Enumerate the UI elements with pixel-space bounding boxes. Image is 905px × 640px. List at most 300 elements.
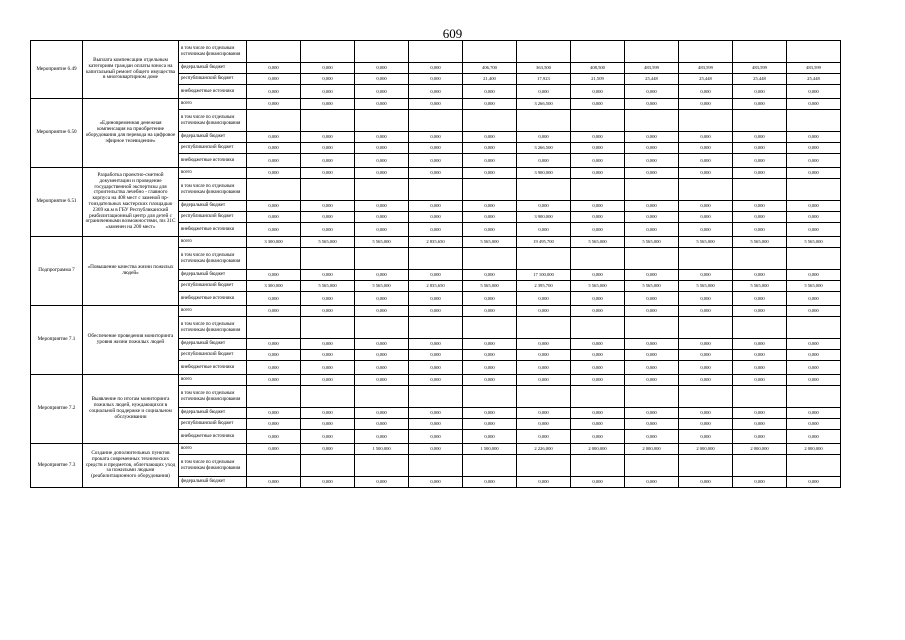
value-cell: 3 900,000 — [517, 168, 571, 179]
value-cell: 0,000 — [571, 270, 625, 281]
value-cell: 0,000 — [625, 419, 679, 430]
value-cell: 0,000 — [409, 212, 463, 223]
value-cell: 5 565,000 — [355, 237, 409, 248]
value-cell: 0,000 — [409, 408, 463, 419]
value-cell: 0,000 — [517, 201, 571, 212]
budget-table — [30, 40, 841, 488]
funding-source-cell: в том числе по отдельным источникам финансирования — [179, 455, 247, 477]
value-cell: 0,000 — [301, 419, 355, 430]
value-cell: 0,000 — [463, 99, 517, 110]
value-cell: 0,000 — [517, 419, 571, 430]
value-cell — [571, 110, 625, 132]
funding-source-cell: всего — [179, 444, 247, 455]
value-cell — [409, 179, 463, 201]
value-cell: 21,400 — [463, 74, 517, 85]
value-cell — [247, 179, 301, 201]
value-cell: 3 266,500 — [517, 143, 571, 154]
value-cell — [625, 179, 679, 201]
value-cell: 0,000 — [409, 375, 463, 386]
value-cell: 0,000 — [571, 201, 625, 212]
funding-source-cell: внебюджетные источники — [179, 430, 247, 444]
program-name-cell: Мероприятие 7.1 — [31, 306, 83, 375]
value-cell: 0,000 — [355, 212, 409, 223]
value-cell: 0,000 — [517, 408, 571, 419]
value-cell: 0,000 — [301, 375, 355, 386]
funding-source-cell: федеральный бюджет — [179, 408, 247, 419]
value-cell — [571, 248, 625, 270]
value-cell — [247, 386, 301, 408]
value-cell: 2 835,650 — [409, 281, 463, 292]
value-cell — [355, 179, 409, 201]
value-cell: 0,000 — [733, 201, 787, 212]
value-cell: 1 500,000 — [463, 444, 517, 455]
value-cell — [733, 248, 787, 270]
funding-source-cell: внебюджетные источники — [179, 85, 247, 99]
page-number: 609 — [442, 26, 463, 41]
value-cell: 0,000 — [571, 212, 625, 223]
value-cell: 0,000 — [787, 350, 841, 361]
value-cell: 0,000 — [625, 223, 679, 237]
value-cell — [733, 455, 787, 477]
table-row — [31, 41, 841, 63]
value-cell: 0,000 — [571, 375, 625, 386]
value-cell — [247, 455, 301, 477]
value-cell: 0,000 — [301, 270, 355, 281]
value-cell: 0,000 — [301, 430, 355, 444]
program-description-cell: «Единовременная денежная компенсация на приобретение оборудования для перевода на цифровое эфирное телевидение» — [83, 99, 179, 168]
value-cell: 0,000 — [787, 132, 841, 143]
value-cell: 5 565,000 — [787, 237, 841, 248]
value-cell: 0,000 — [733, 306, 787, 317]
value-cell — [733, 317, 787, 339]
value-cell: 0,000 — [571, 339, 625, 350]
value-cell: 0,000 — [571, 132, 625, 143]
value-cell: 483,599 — [787, 63, 841, 74]
value-cell: 0,000 — [247, 74, 301, 85]
value-cell: 5 565,000 — [301, 237, 355, 248]
value-cell: 0,000 — [787, 361, 841, 375]
value-cell: 0,000 — [247, 154, 301, 168]
value-cell: 5 565,000 — [301, 281, 355, 292]
value-cell: 0,000 — [679, 375, 733, 386]
value-cell: 0,000 — [625, 361, 679, 375]
value-cell — [787, 110, 841, 132]
value-cell: 3 300,000 — [247, 237, 301, 248]
value-cell: 0,000 — [571, 168, 625, 179]
value-cell: 0,000 — [517, 223, 571, 237]
funding-source-cell: всего — [179, 99, 247, 110]
value-cell: 0,000 — [787, 168, 841, 179]
value-cell — [301, 317, 355, 339]
value-cell: 0,000 — [625, 430, 679, 444]
value-cell — [733, 386, 787, 408]
value-cell — [355, 317, 409, 339]
value-cell: 0,000 — [733, 143, 787, 154]
value-cell: 0,000 — [463, 339, 517, 350]
value-cell — [355, 455, 409, 477]
value-cell: 0,000 — [787, 292, 841, 306]
value-cell: 2 000,000 — [733, 444, 787, 455]
value-cell: 0,000 — [463, 85, 517, 99]
value-cell: 0,000 — [787, 201, 841, 212]
value-cell: 0,000 — [625, 132, 679, 143]
funding-source-cell: внебюджетные источники — [179, 223, 247, 237]
value-cell: 0,000 — [571, 143, 625, 154]
value-cell: 0,000 — [571, 477, 625, 488]
value-cell: 0,000 — [679, 201, 733, 212]
value-cell: 5 565,000 — [463, 281, 517, 292]
funding-source-cell: республиканский бюджет — [179, 281, 247, 292]
value-cell: 0,000 — [787, 212, 841, 223]
value-cell — [571, 317, 625, 339]
value-cell: 0,000 — [463, 132, 517, 143]
funding-source-cell: всего — [179, 168, 247, 179]
value-cell: 0,000 — [679, 339, 733, 350]
value-cell: 0,000 — [247, 85, 301, 99]
value-cell: 0,000 — [571, 223, 625, 237]
value-cell: 0,000 — [301, 408, 355, 419]
table-row — [31, 168, 841, 179]
value-cell: 0,000 — [247, 270, 301, 281]
value-cell: 5 565,000 — [733, 281, 787, 292]
value-cell: 0,000 — [409, 477, 463, 488]
value-cell: 0,000 — [247, 419, 301, 430]
value-cell: 0,000 — [463, 430, 517, 444]
value-cell: 0,000 — [247, 292, 301, 306]
value-cell: 0,000 — [733, 361, 787, 375]
value-cell: 0,000 — [301, 132, 355, 143]
value-cell: 21,509 — [571, 74, 625, 85]
value-cell — [301, 455, 355, 477]
value-cell: 2 000,000 — [571, 444, 625, 455]
value-cell: 0,000 — [679, 99, 733, 110]
value-cell: 0,000 — [301, 201, 355, 212]
value-cell — [787, 41, 841, 63]
value-cell: 483,599 — [733, 63, 787, 74]
value-cell: 0,000 — [409, 292, 463, 306]
value-cell: 0,000 — [409, 143, 463, 154]
value-cell: 0,000 — [409, 85, 463, 99]
value-cell: 0,000 — [301, 292, 355, 306]
value-cell: 0,000 — [517, 292, 571, 306]
value-cell — [355, 386, 409, 408]
value-cell: 0,000 — [625, 270, 679, 281]
value-cell: 0,000 — [463, 361, 517, 375]
value-cell: 2 835,650 — [409, 237, 463, 248]
table-row — [31, 375, 841, 386]
value-cell: 0,000 — [355, 132, 409, 143]
value-cell: 0,000 — [733, 419, 787, 430]
program-description-cell: Разработка проектно-сметной документации и проведение государственной экспертизы для строительства лечебно - главного корпуса на 408 мест с заменой пр-тоиздательных мастерских площадью 2369 кв.м в ГБУ Республиканский реабилитационный центр для детей с ограниченными возможностями, ms 31С «заменен на 200 мест» — [83, 168, 179, 237]
funding-source-cell: всего — [179, 375, 247, 386]
value-cell: 0,000 — [733, 292, 787, 306]
value-cell: 0,000 — [679, 154, 733, 168]
value-cell: 0,000 — [301, 361, 355, 375]
program-name-cell: Подпрограмма 7 — [31, 237, 83, 306]
funding-source-cell: внебюджетные источники — [179, 154, 247, 168]
value-cell: 0,000 — [787, 408, 841, 419]
value-cell: 0,000 — [301, 99, 355, 110]
value-cell: 0,000 — [733, 168, 787, 179]
value-cell: 0,000 — [409, 201, 463, 212]
value-cell — [301, 110, 355, 132]
value-cell — [625, 41, 679, 63]
value-cell: 0,000 — [787, 154, 841, 168]
value-cell: 5 565,000 — [787, 281, 841, 292]
value-cell — [679, 179, 733, 201]
value-cell — [301, 179, 355, 201]
program-description-cell: Создание дополнительных пунктов проката современных технических средств и предметов, облегчающих уход за пожилыми людьми (реабилитационного оборудования) — [83, 444, 179, 488]
value-cell: 0,000 — [409, 99, 463, 110]
value-cell: 0,000 — [517, 361, 571, 375]
value-cell — [301, 248, 355, 270]
program-description-cell: Выплата компенсации отдельным категориям граждан оплаты взноса на капитальный ремонт общего имущества в многоквартирном доме — [83, 41, 179, 99]
value-cell: 0,000 — [733, 375, 787, 386]
value-cell: 0,000 — [247, 408, 301, 419]
program-name-cell: Мероприятие 6.50 — [31, 99, 83, 168]
funding-source-cell: федеральный бюджет — [179, 339, 247, 350]
value-cell: 0,000 — [301, 444, 355, 455]
value-cell: 5 565,000 — [733, 237, 787, 248]
value-cell: 0,000 — [517, 85, 571, 99]
value-cell — [517, 317, 571, 339]
value-cell: 0,000 — [733, 339, 787, 350]
value-cell: 0,000 — [571, 361, 625, 375]
value-cell: 17 100,000 — [517, 270, 571, 281]
funding-source-cell: внебюджетные источники — [179, 292, 247, 306]
value-cell: 0,000 — [301, 168, 355, 179]
value-cell: 25,448 — [625, 74, 679, 85]
funding-source-cell: в том числе по отдельным источникам финансирования — [179, 110, 247, 132]
value-cell: 0,000 — [679, 419, 733, 430]
value-cell — [463, 41, 517, 63]
value-cell — [355, 110, 409, 132]
value-cell: 0,000 — [409, 270, 463, 281]
value-cell — [625, 317, 679, 339]
value-cell: 0,000 — [787, 419, 841, 430]
value-cell — [679, 41, 733, 63]
funding-source-cell: республиканский бюджет — [179, 212, 247, 223]
value-cell: 0,000 — [463, 223, 517, 237]
value-cell — [247, 248, 301, 270]
value-cell: 0,000 — [517, 154, 571, 168]
value-cell: 0,000 — [247, 361, 301, 375]
value-cell: 0,000 — [571, 430, 625, 444]
value-cell: 0,000 — [517, 430, 571, 444]
value-cell — [409, 455, 463, 477]
funding-source-cell: всего — [179, 306, 247, 317]
value-cell — [625, 110, 679, 132]
value-cell: 0,000 — [355, 63, 409, 74]
value-cell: 0,000 — [247, 350, 301, 361]
value-cell: 0,000 — [463, 168, 517, 179]
value-cell: 0,000 — [247, 168, 301, 179]
program-name-cell: Мероприятие 6.49 — [31, 41, 83, 99]
value-cell: 0,000 — [733, 212, 787, 223]
value-cell: 0,000 — [787, 143, 841, 154]
value-cell: 0,000 — [355, 154, 409, 168]
value-cell: 0,000 — [679, 143, 733, 154]
value-cell: 0,000 — [463, 306, 517, 317]
funding-source-cell: федеральный бюджет — [179, 63, 247, 74]
value-cell: 0,000 — [625, 408, 679, 419]
value-cell: 0,000 — [625, 99, 679, 110]
value-cell: 0,000 — [571, 350, 625, 361]
value-cell: 0,000 — [409, 63, 463, 74]
value-cell: 0,000 — [247, 223, 301, 237]
value-cell — [409, 248, 463, 270]
value-cell: 0,000 — [247, 375, 301, 386]
value-cell: 3 900,000 — [517, 212, 571, 223]
value-cell: 0,000 — [463, 201, 517, 212]
value-cell: 0,000 — [463, 143, 517, 154]
value-cell: 0,000 — [625, 154, 679, 168]
value-cell: 1 500,000 — [355, 444, 409, 455]
value-cell: 0,000 — [625, 201, 679, 212]
funding-source-cell: в том числе по отдельным источникам финансирования — [179, 317, 247, 339]
value-cell: 408,500 — [571, 63, 625, 74]
value-cell: 2 000,000 — [625, 444, 679, 455]
program-description-cell: Обеспечение проведения мониторинга уровня жизни пожилых людей — [83, 306, 179, 375]
value-cell: 0,000 — [247, 306, 301, 317]
value-cell: 0,000 — [787, 99, 841, 110]
value-cell: 0,000 — [409, 223, 463, 237]
value-cell: 2 395,700 — [517, 281, 571, 292]
value-cell — [463, 317, 517, 339]
funding-source-cell: в том числе по отдельным источникам финансирования — [179, 386, 247, 408]
value-cell: 5 565,000 — [463, 237, 517, 248]
value-cell: 0,000 — [463, 292, 517, 306]
value-cell: 3 300,000 — [247, 281, 301, 292]
value-cell: 0,000 — [301, 63, 355, 74]
value-cell — [679, 317, 733, 339]
value-cell: 0,000 — [409, 350, 463, 361]
value-cell: 0,000 — [409, 74, 463, 85]
value-cell: 5 565,000 — [625, 281, 679, 292]
value-cell: 0,000 — [571, 419, 625, 430]
value-cell: 0,000 — [355, 168, 409, 179]
value-cell: 0,000 — [247, 477, 301, 488]
program-name-cell: Мероприятие 7.2 — [31, 375, 83, 444]
value-cell: 0,000 — [625, 477, 679, 488]
value-cell: 0,000 — [409, 339, 463, 350]
value-cell — [355, 41, 409, 63]
value-cell: 0,000 — [733, 99, 787, 110]
value-cell — [679, 386, 733, 408]
value-cell: 363,500 — [517, 63, 571, 74]
value-cell: 483,599 — [625, 63, 679, 74]
value-cell: 0,000 — [733, 350, 787, 361]
value-cell: 0,000 — [355, 339, 409, 350]
value-cell — [463, 455, 517, 477]
value-cell: 0,000 — [787, 339, 841, 350]
value-cell — [409, 41, 463, 63]
value-cell: 19 495,700 — [517, 237, 571, 248]
value-cell: 0,000 — [679, 212, 733, 223]
value-cell — [463, 248, 517, 270]
value-cell — [301, 386, 355, 408]
value-cell: 0,000 — [301, 339, 355, 350]
value-cell: 0,000 — [679, 477, 733, 488]
value-cell: 0,000 — [355, 419, 409, 430]
value-cell: 0,000 — [787, 85, 841, 99]
value-cell: 0,000 — [517, 350, 571, 361]
value-cell: 0,000 — [463, 408, 517, 419]
value-cell — [517, 179, 571, 201]
value-cell: 0,000 — [409, 154, 463, 168]
value-cell: 0,000 — [625, 350, 679, 361]
value-cell: 0,000 — [679, 350, 733, 361]
value-cell: 0,000 — [625, 85, 679, 99]
value-cell: 0,000 — [301, 143, 355, 154]
value-cell: 0,000 — [355, 99, 409, 110]
value-cell — [301, 41, 355, 63]
value-cell: 0,000 — [733, 85, 787, 99]
value-cell — [463, 110, 517, 132]
value-cell: 0,000 — [571, 99, 625, 110]
value-cell: 0,000 — [355, 201, 409, 212]
value-cell — [247, 41, 301, 63]
value-cell: 0,000 — [787, 477, 841, 488]
value-cell: 0,000 — [679, 223, 733, 237]
value-cell: 0,000 — [355, 361, 409, 375]
value-cell: 0,000 — [409, 430, 463, 444]
value-cell: 0,000 — [679, 408, 733, 419]
value-cell — [679, 110, 733, 132]
value-cell: 0,000 — [625, 168, 679, 179]
value-cell — [679, 248, 733, 270]
value-cell: 0,000 — [463, 419, 517, 430]
value-cell: 5 565,000 — [679, 237, 733, 248]
value-cell: 0,000 — [571, 85, 625, 99]
value-cell: 0,000 — [517, 477, 571, 488]
value-cell — [733, 179, 787, 201]
value-cell: 0,000 — [355, 85, 409, 99]
value-cell: 2 000,000 — [679, 444, 733, 455]
value-cell — [409, 317, 463, 339]
value-cell: 0,000 — [355, 143, 409, 154]
table-row — [31, 306, 841, 317]
value-cell: 0,000 — [355, 306, 409, 317]
value-cell: 0,000 — [625, 375, 679, 386]
value-cell: 0,000 — [301, 350, 355, 361]
value-cell: 0,000 — [733, 223, 787, 237]
value-cell: 0,000 — [517, 339, 571, 350]
value-cell: 0,000 — [409, 419, 463, 430]
value-cell: 5 565,000 — [571, 281, 625, 292]
value-cell: 0,000 — [247, 143, 301, 154]
value-cell — [571, 455, 625, 477]
value-cell: 0,000 — [463, 212, 517, 223]
value-cell: 0,000 — [355, 430, 409, 444]
value-cell: 0,000 — [733, 408, 787, 419]
value-cell: 0,000 — [733, 132, 787, 143]
funding-source-cell: в том числе по отдельным источникам финансирования — [179, 41, 247, 63]
value-cell: 5 565,000 — [355, 281, 409, 292]
value-cell: 0,000 — [625, 339, 679, 350]
value-cell — [517, 248, 571, 270]
value-cell — [679, 455, 733, 477]
value-cell: 0,000 — [679, 292, 733, 306]
value-cell: 0,000 — [517, 306, 571, 317]
value-cell: 0,000 — [463, 375, 517, 386]
value-cell: 0,000 — [625, 306, 679, 317]
funding-source-cell: федеральный бюджет — [179, 477, 247, 488]
value-cell: 5 565,000 — [571, 237, 625, 248]
value-cell — [517, 41, 571, 63]
value-cell: 0,000 — [733, 430, 787, 444]
value-cell: 0,000 — [301, 477, 355, 488]
